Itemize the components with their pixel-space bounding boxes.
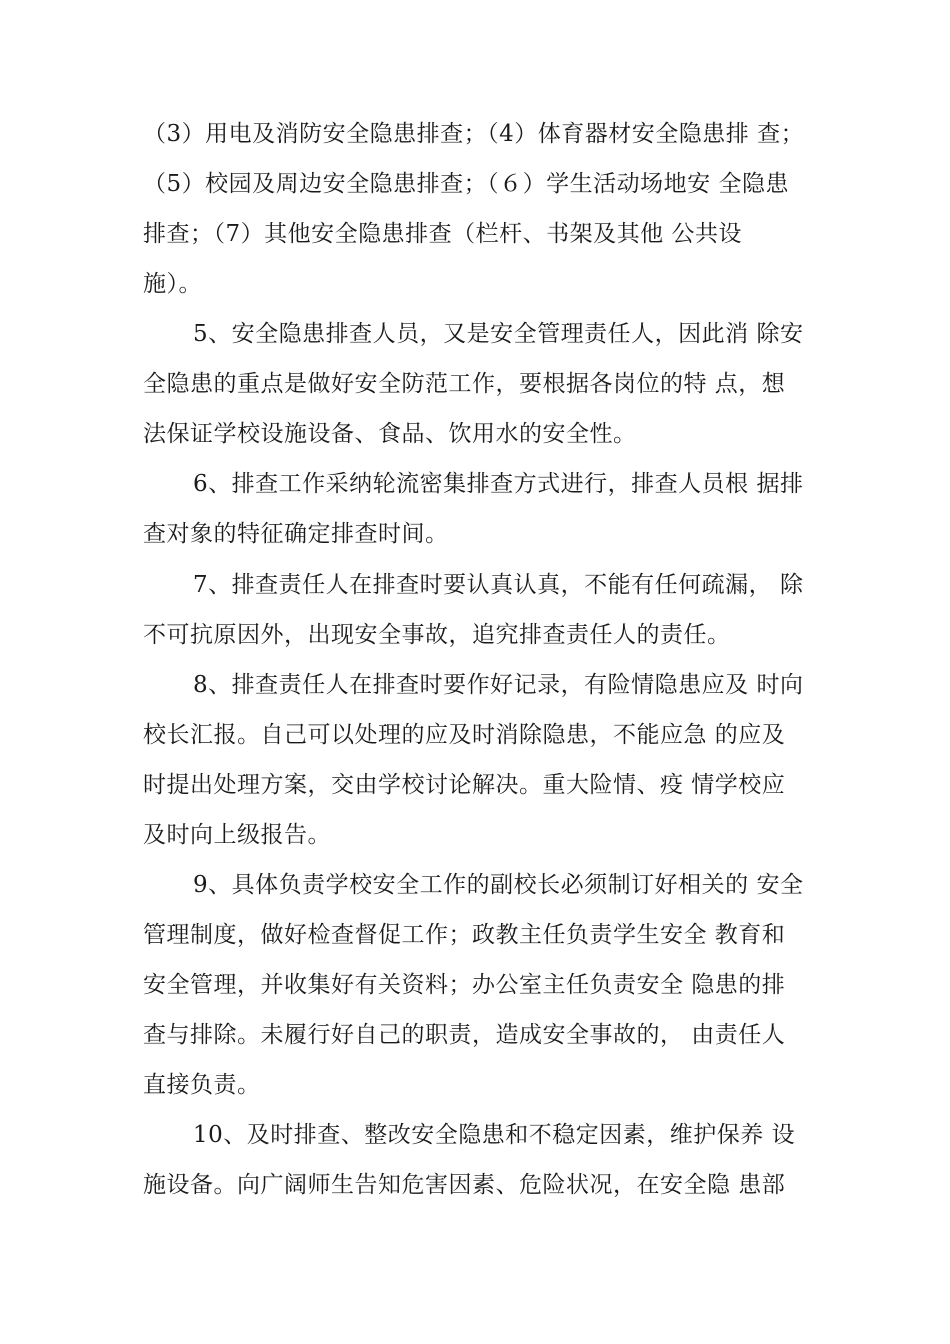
text-line: 排查；（7）其他安全隐患排查（栏杆、书架及其他 公共设 — [143, 221, 742, 247]
text-line: 校长汇报。自己可以处理的应及时消除隐患，不能应急 的应及 — [143, 722, 786, 748]
text-line: 直接负责。 — [143, 1072, 261, 1098]
text-line: 全隐患的重点是做好安全防范工作，要根据各岗位的特 点，想 — [143, 371, 786, 397]
paragraph-5-first-line: 5、安全隐患排查人员，又是安全管理责任人，因此消 除安 — [193, 321, 804, 347]
text-line: 查对象的特征确定排查时间。 — [143, 521, 449, 547]
text-line: 施设备。向广阔师生告知危害因素、危险状况，在安全隐 患部 — [143, 1172, 786, 1198]
paragraph-6-first-line: 6、排查工作采纳轮流密集排查方式进行，排查人员根 据排 — [193, 471, 804, 497]
text-line: 施）。 — [143, 271, 202, 297]
text-line: （3）用电及消防安全隐患排查；（4）体育器材安全隐患排 查； — [143, 121, 805, 147]
paragraph-8-first-line: 8、排查责任人在排查时要作好记录，有险情隐患应及 时向 — [193, 672, 804, 698]
text-line: 法保证学校设施设备、食品、饮用水的安全性。 — [143, 421, 637, 447]
paragraph-10-first-line: 10、及时排查、整改安全隐患和不稳定因素，维护保养 设 — [193, 1122, 796, 1148]
text-line: （5）校园及周边安全隐患排查；（６）学生活动场地安 全隐患 — [143, 171, 789, 197]
text-line: 安全管理，并收集好有关资料；办公室主任负责安全 隐患的排 — [143, 972, 786, 998]
text-line: 时提出处理方案，交由学校讨论解决。重大险情、疫 情学校应 — [143, 772, 786, 798]
text-line: 及时向上级报告。 — [143, 822, 331, 848]
text-line: 不可抗原因外，出现安全事故，追究排查责任人的责任。 — [143, 622, 731, 648]
paragraph-7-first-line: 7、排查责任人在排查时要认真认真，不能有任何疏漏， 除 — [193, 572, 804, 598]
paragraph-9-first-line: 9、具体负责学校安全工作的副校长必须制订好相关的 安全 — [193, 872, 804, 898]
text-line: 管理制度，做好检查督促工作；政教主任负责学生安全 教育和 — [143, 922, 786, 948]
text-line: 查与排除。未履行好自己的职责，造成安全事故的， 由责任人 — [143, 1022, 786, 1048]
